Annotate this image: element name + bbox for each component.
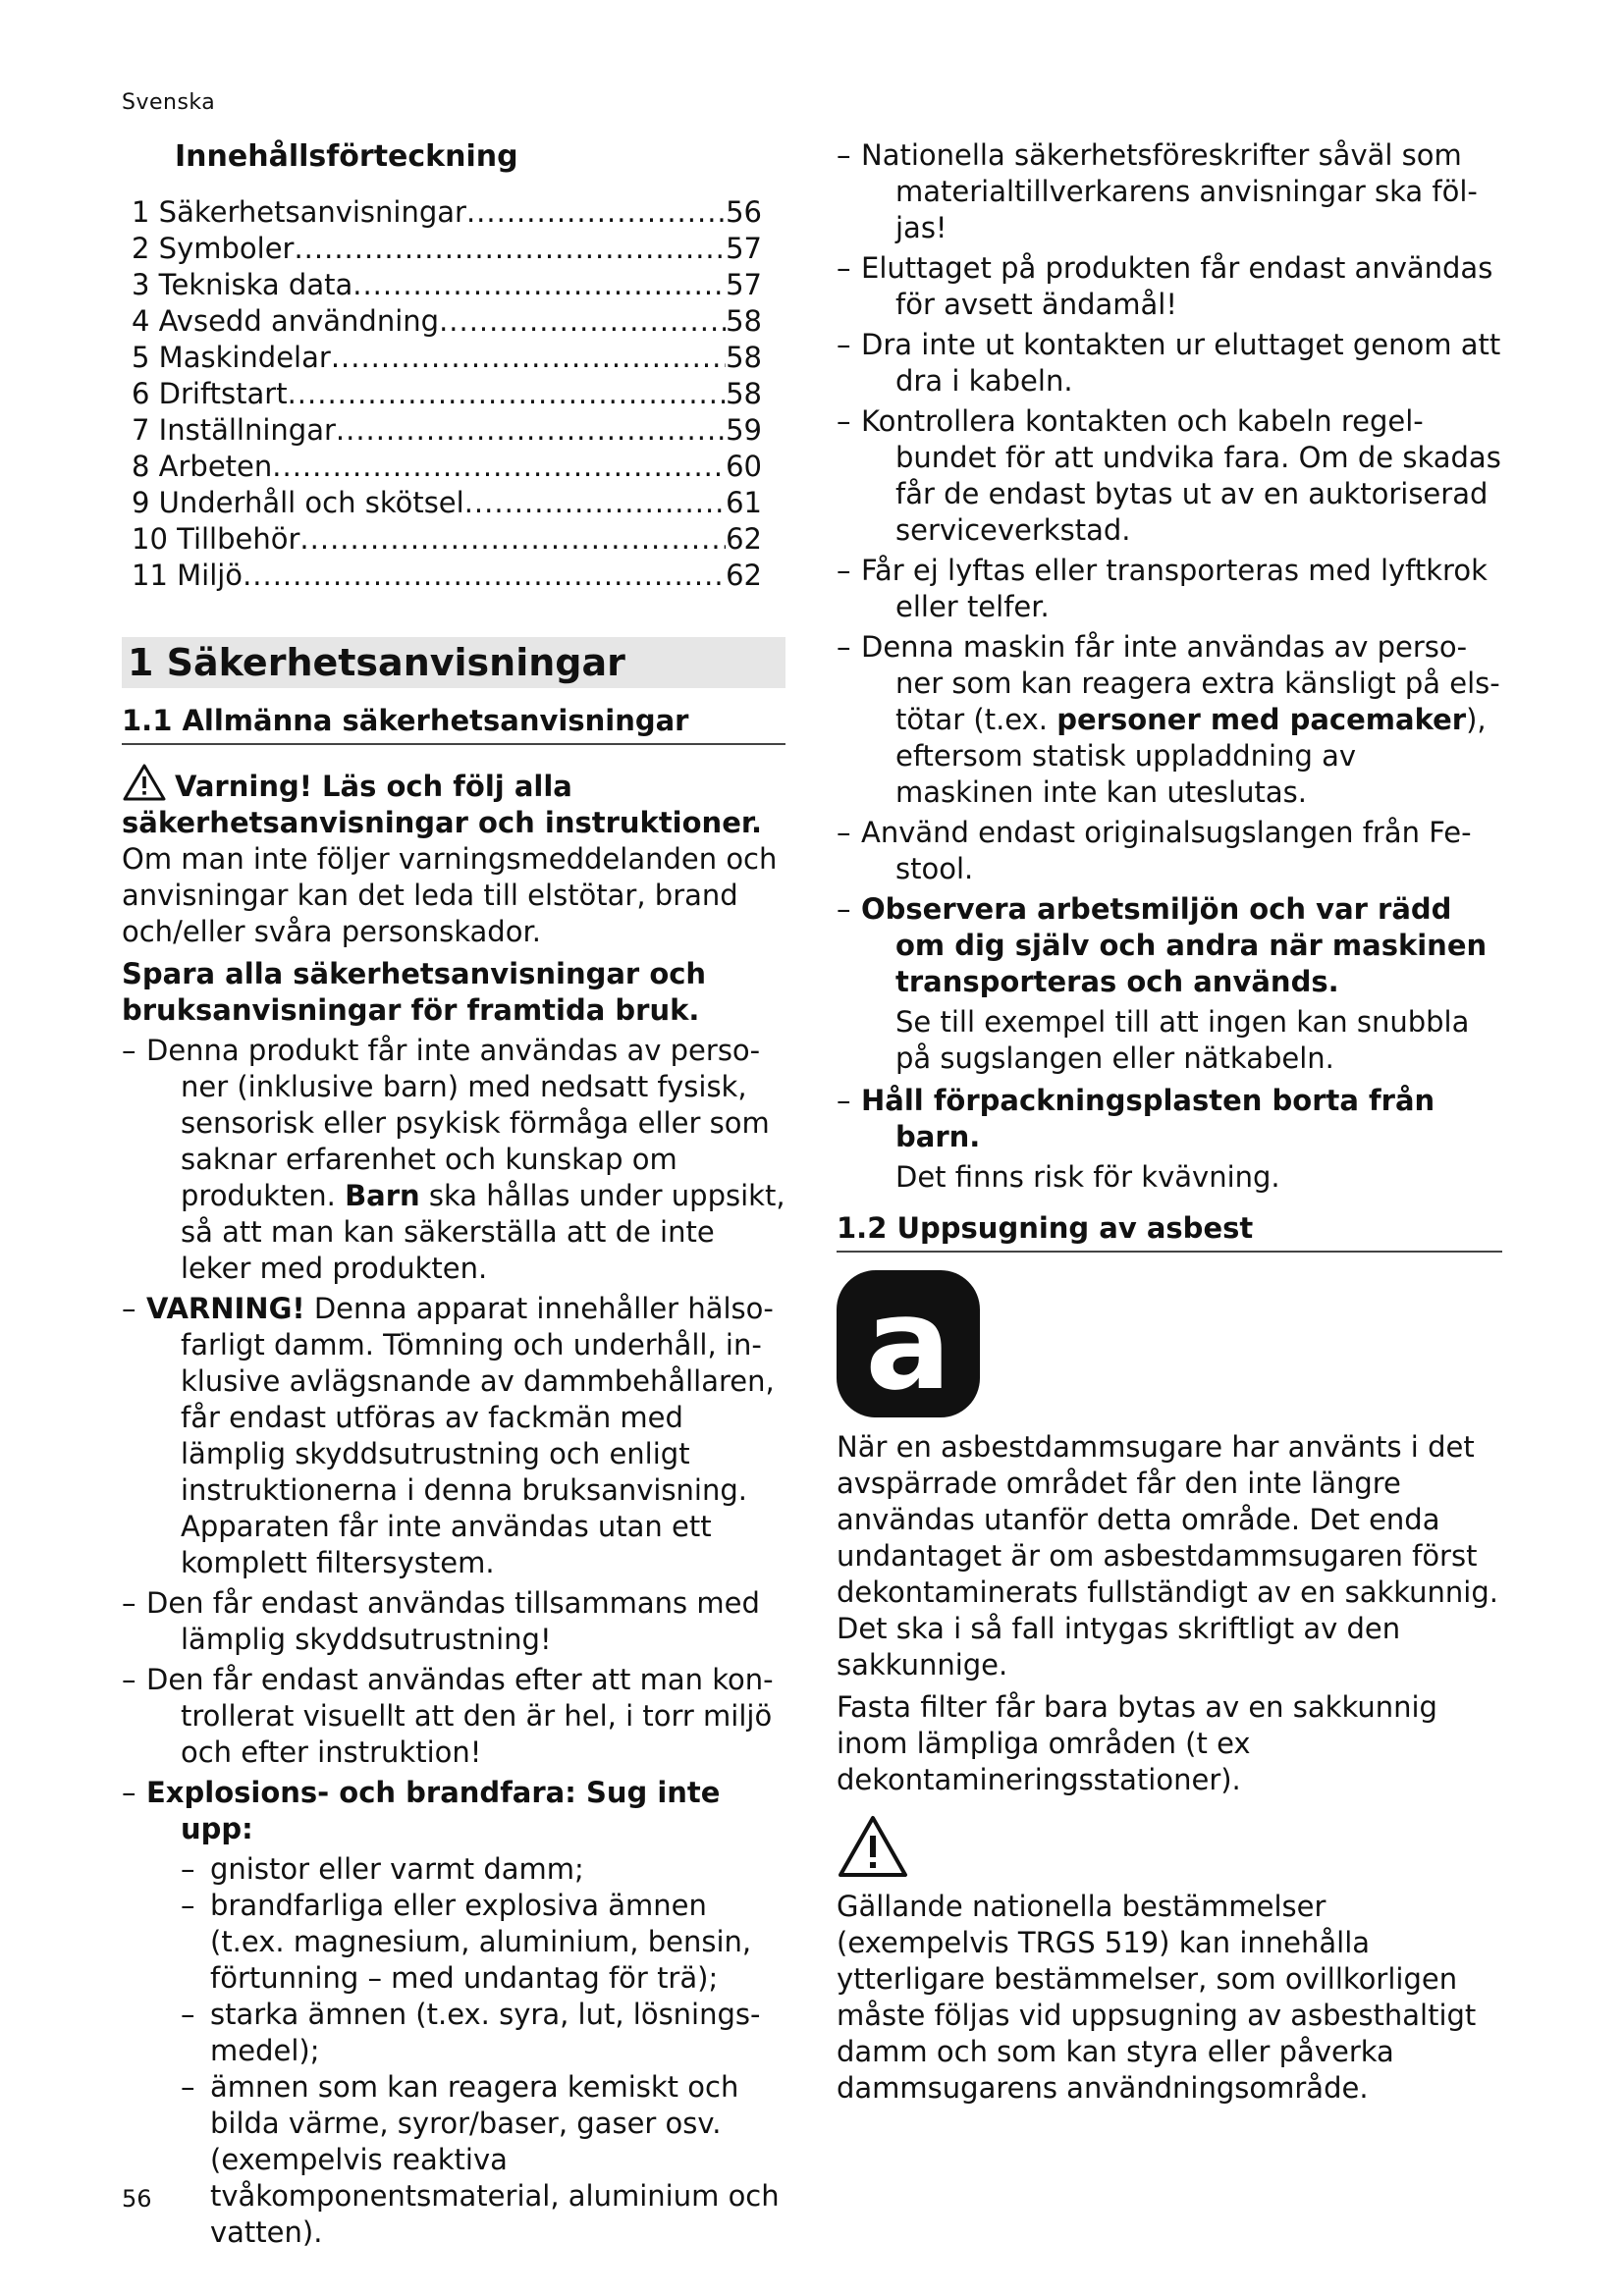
save-instructions: Spara alla säkerhetsanvisningar och bruksanvisningar för framtida bruk. [122,957,707,1027]
asbestos-paragraph: När en asbestdammsugare har använts i det avspärrade området får den inte längre användas utanför detta område. Det enda undantaget är om asbestdammsugaren först dekontaminerats fullständigt av en sakkunnig. Det ska i så fall intygas skriftligt av den sakkunnige. [837,1430,1498,1682]
list-item: – Den får endast användas efter att man kontrollerat visuellt att den är hel, i torr miljö och efter instruktion! [122,1663,774,1769]
safety-list-end [837,1083,1502,1155]
list-item: – Får ej lyftas eller transporteras med lyftkrok eller telfer. [837,554,1488,623]
list-item: – Denna maskin får inte användas av personer som kan reagera extra känsligt på elstötar (t.ex. personer med pacemaker), eftersom statisk uppladdning av maskinen inte kan uteslutas. [837,630,1500,809]
language-label: Svenska [122,90,216,115]
list-item: – Den får endast användas tillsammans med lämplig skyddsutrustning! [122,1586,760,1656]
list-item-note: Se till exempel till att ingen kan snubbla på sugslangen eller nätkabeln. [895,1005,1470,1075]
warning-paragraph: Varning! Läs och följ alla säkerhetsanvisningar och instruktioner. Om man inte följer varningsmeddelanden och anvisningar kan det leda till elstötar, brand och/eller svåra personskador. [122,763,785,950]
safety-list-continued [837,137,1502,1000]
toc-entry[interactable]: 6 Driftstart ..... 58 [132,376,780,412]
asbestos-symbol-icon [837,1270,980,1417]
page-number: 56 [122,2185,152,2213]
list-item: – Använd endast originalsugslangen från Festool. [837,816,1472,885]
left-column [122,137,785,2255]
toc-entry[interactable]: 11 Miljö ..... 62 [132,558,780,594]
toc-entry[interactable]: 5 Maskindelar ..... 58 [132,340,780,376]
list-item-note: Det finns risk för kvävning. [895,1160,1280,1194]
toc-entry[interactable]: 7 Inställningar ..... 59 [132,412,780,449]
right-column [837,137,1502,2107]
asbestos-paragraph: Fasta filter får bara bytas av en sakkunnig inom lämpliga områden (t ex dekontamineringsstationer). [837,1690,1437,1796]
toc-entry[interactable]: 1 Säkerhetsanvisningar ..... 56 [132,194,780,231]
toc-entry[interactable]: 8 Arbeten ..... 60 [132,449,780,485]
toc-title: Innehållsförteckning [175,139,518,174]
warning-icon [122,763,167,802]
list-item: – Kontrollera kontakten och kabeln regelbundet för att undvika fara. Om de skadas får de endast bytas ut av en auktoriserad serviceverkstad. [837,404,1501,547]
sub-list-item: – ämnen som kan reagera kemiskt och bilda värme, syror/baser, gaser osv. (exempelvis reaktiva tvåkomponentsmaterial, aluminium och vatten). [181,2070,780,2249]
subsection-heading: 1.2 Uppsugning av asbest [837,1209,1502,1253]
safety-list [122,1033,785,2251]
list-item: – Explosions- och brandfara: Sug inte upp: – gnistor eller varmt damm; – brandfarliga eller explosiva ämnen (t.ex. magnesium, aluminium, bensin, förtunning – med undantag för trä); – starka ämnen (t.ex. syra, lut, lösningsmedel); – ämnen som kan reagera kemiskt och bilda värme, syror/baser, gaser osv. (exempelvis reaktiva tvåkomponentsmaterial, aluminium och vatten). [122,1775,785,2251]
warning-icon [837,1814,909,1879]
list-item: – Observera arbetsmiljön och var rädd om dig själv och andra när maskinen transporteras och används. [837,892,1488,998]
toc-entry[interactable]: 9 Underhåll och skötsel ..... 61 [132,485,780,521]
toc-entry[interactable]: 2 Symboler ..... 57 [132,231,780,267]
sub-list-item: – gnistor eller varmt damm; [181,1852,584,1886]
list-item: – Håll förpackningsplasten borta från barn. [837,1084,1435,1153]
asbestos-paragraph: Gällande nationella bestämmelser (exempelvis TRGS 519) kan innehålla ytterligare bestämmelser, som ovillkorligen måste följas vid uppsugning av asbesthaltigt damm och som kan styra eller påverka dammsugarens användningsområde. [837,1890,1477,2105]
list-item: – Denna produkt får inte användas av personer (inklusive barn) med nedsatt fysisk, sensorisk eller psykisk förmåga eller som saknar erfarenhet och kunskap om produkten. Barn ska hållas under uppsikt, så att man kan säkerställa att de inte leker med produkten. [122,1034,785,1285]
section-heading: 1 Säkerhetsanvisningar [122,637,785,688]
toc-list [122,194,785,594]
subsection-heading: 1.1 Allmänna säkerhetsanvisningar [122,702,785,745]
list-item: – Dra inte ut kontakten ur eluttaget genom att dra i kabeln. [837,328,1501,398]
sub-list-item: – brandfarliga eller explosiva ämnen (t.ex. magnesium, aluminium, bensin, förtunning – med undantag för trä); [181,1889,752,1995]
list-item: – Eluttaget på produkten får endast användas för avsett ändamål! [837,251,1493,321]
list-item: – Nationella säkerhetsföreskrifter såväl som materialtillverkarens anvisningar ska följas! [837,138,1478,244]
toc-entry[interactable]: 4 Avsedd användning ..... 58 [132,303,780,340]
toc-entry[interactable]: 10 Tillbehör ..... 62 [132,521,780,558]
asbestos-symbol-letter: a [865,1270,951,1417]
sub-list [122,1851,785,2251]
sub-list-item: – starka ämnen (t.ex. syra, lut, lösningsmedel); [181,1998,761,2067]
toc-entry[interactable]: 3 Tekniska data ..... 57 [132,267,780,303]
list-item: – VARNING! Denna apparat innehåller hälsofarligt damm. Tömning och underhåll, inklusive avlägsnande av dammbehållaren, får endast utföras av fackmän med lämplig skyddsutrustning och enligt instruktionerna i denna bruksanvisning. Apparaten får inte användas utan ett komplett filtersystem. [122,1292,775,1579]
